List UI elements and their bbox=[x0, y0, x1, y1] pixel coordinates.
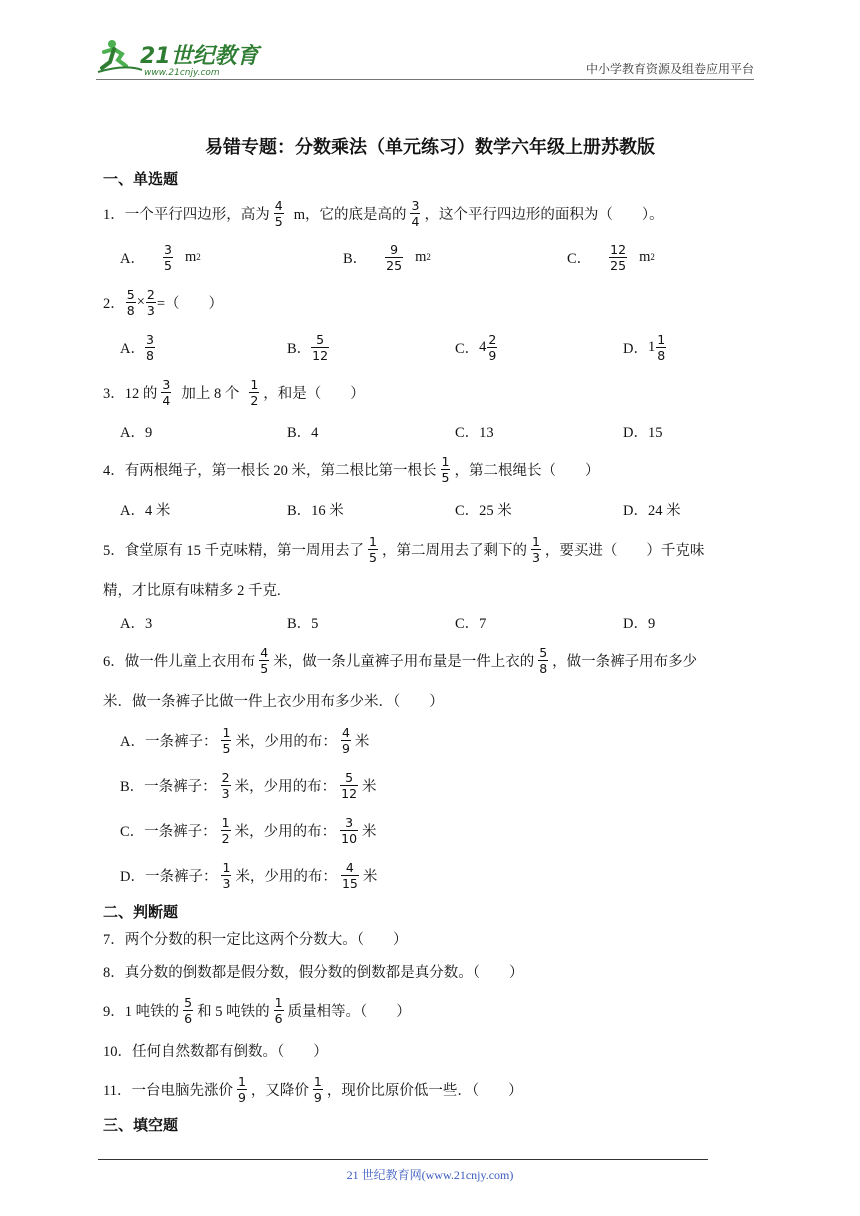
q1-text-post: ，这个平行四边形的面积为（ ）。 bbox=[424, 206, 664, 223]
q4-option-c[interactable]: C．25 米 bbox=[455, 502, 512, 519]
q3-option-a[interactable]: A．9 bbox=[120, 424, 153, 441]
q2-option-a[interactable]: A． $\frac{3}{8}$ bbox=[120, 331, 154, 363]
header-divider bbox=[96, 79, 754, 80]
q5-option-b[interactable]: B．5 bbox=[287, 615, 319, 632]
question-4: 4．有两根绳子，第一根长 20 米，第二根比第一根长 $\frac{1}{5}$ ，第二根绳长（ ） bbox=[103, 453, 600, 485]
q1-option-b[interactable]: B． $\frac{9}{25}$ m 2 bbox=[343, 241, 431, 273]
platform-name: 中小学教育资源及组卷应用平台 bbox=[585, 62, 754, 76]
q1-text-mid: m，它的底是高的 bbox=[293, 206, 407, 223]
runner-logo-icon bbox=[96, 36, 266, 80]
q4-option-a[interactable]: A．4 米 bbox=[120, 502, 171, 519]
question-5-line-2: 精，才比原有味精多 2 千克. bbox=[103, 582, 281, 599]
q2-option-c[interactable]: C． 4 $\frac{2}{9}$ bbox=[455, 331, 497, 363]
question-6-line-2: 米．做一条裤子比做一件上衣少用布多少米．（ ） bbox=[103, 693, 444, 710]
q1-fraction-1: $\frac{4}{5}$ bbox=[274, 197, 283, 229]
footer-divider bbox=[98, 1159, 708, 1160]
footer-link[interactable]: 21 世纪教育网(www.21cnjy.com) bbox=[346, 1168, 514, 1182]
question-5: 5．食堂原有 15 千克味精，第一周用去了 $\frac{1}{5}$ ，第二周用去了剩下的 $\frac{1}{3}$ ，要买进（ ）千克味 bbox=[103, 533, 705, 565]
question-3: 3．12 的 $\frac{3}{4}$ 加上 8 个 $\frac{1}{2}$ ，和是（ ） bbox=[103, 376, 365, 408]
q1-text-pre: 1．一个平行四边形，高为 bbox=[103, 206, 270, 223]
q3-option-c[interactable]: C．13 bbox=[455, 424, 494, 441]
question-7: 7．两个分数的积一定比这两个分数大。（ ） bbox=[103, 931, 408, 948]
q3-option-b[interactable]: B．4 bbox=[287, 424, 319, 441]
question-11: 11．一台电脑先涨价 $\frac{1}{9}$ ，又降价 $\frac{1}{9}$ ，现价比原价低一些．（ ） bbox=[103, 1073, 523, 1105]
q1-option-a[interactable]: A． $\frac{3}{5}$ m 2 bbox=[120, 241, 201, 273]
q4-option-b[interactable]: B．16 米 bbox=[287, 502, 344, 519]
q6-option-b[interactable]: B．一条裤子： $\frac{2}{3}$ 米，少用的布： $\frac{5}{12}$ 米 bbox=[120, 769, 377, 801]
page-title: 易错专题：分数乘法（单元练习）数学六年级上册苏教版 bbox=[205, 137, 655, 157]
section-heading-3: 三、填空题 bbox=[103, 1118, 179, 1134]
q2-option-b[interactable]: B． $\frac{5}{12}$ bbox=[287, 331, 329, 363]
q3-option-d[interactable]: D．15 bbox=[623, 424, 663, 441]
logo-url: www.21cnjy.com bbox=[144, 68, 220, 78]
q5-option-d[interactable]: D．9 bbox=[623, 615, 656, 632]
question-2: 2． $\frac{5}{8}$ × $\frac{2}{3}$ =（ ） bbox=[103, 286, 224, 318]
q1-option-c[interactable]: C． $\frac{12}{25}$ m 2 bbox=[567, 241, 655, 273]
site-logo bbox=[96, 36, 266, 80]
question-6: 6．做一件儿童上衣用布 $\frac{4}{5}$ 米，做一条儿童裤子用布量是一件上衣的 $\frac{5}{8}$ ，做一条裤子用布多少 bbox=[103, 644, 698, 676]
q6-option-a[interactable]: A．一条裤子： $\frac{1}{5}$ 米，少用的布： $\frac{4}{9}$ 米 bbox=[120, 724, 370, 756]
section-heading-1: 一、单选题 bbox=[103, 172, 179, 188]
q5-option-c[interactable]: C．7 bbox=[455, 615, 487, 632]
logo-text: 21世纪教育 bbox=[140, 44, 259, 69]
question-10: 10．任何自然数都有倒数。（ ） bbox=[103, 1043, 328, 1060]
q6-option-d[interactable]: D．一条裤子： $\frac{1}{3}$ 米，少用的布： $\frac{4}{15}$ 米 bbox=[120, 859, 378, 891]
q2-option-d[interactable]: D． 1 $\frac{1}{8}$ bbox=[623, 331, 666, 363]
q6-option-c[interactable]: C．一条裤子： $\frac{1}{2}$ 米，少用的布： $\frac{3}{10}$ 米 bbox=[120, 814, 377, 846]
q1-fraction-2: $\frac{3}{4}$ bbox=[411, 197, 420, 229]
q4-option-d[interactable]: D．24 米 bbox=[623, 502, 681, 519]
section-heading-2: 二、判断题 bbox=[103, 905, 179, 921]
q5-option-a[interactable]: A．3 bbox=[120, 615, 153, 632]
question-1 bbox=[103, 196, 664, 230]
question-8: 8．真分数的倒数都是假分数，假分数的倒数都是真分数。（ ） bbox=[103, 964, 524, 981]
question-9: 9．1 吨铁的 $\frac{5}{6}$ 和 5 吨铁的 $\frac{1}{6}$ 质量相等。（ ） bbox=[103, 994, 411, 1026]
